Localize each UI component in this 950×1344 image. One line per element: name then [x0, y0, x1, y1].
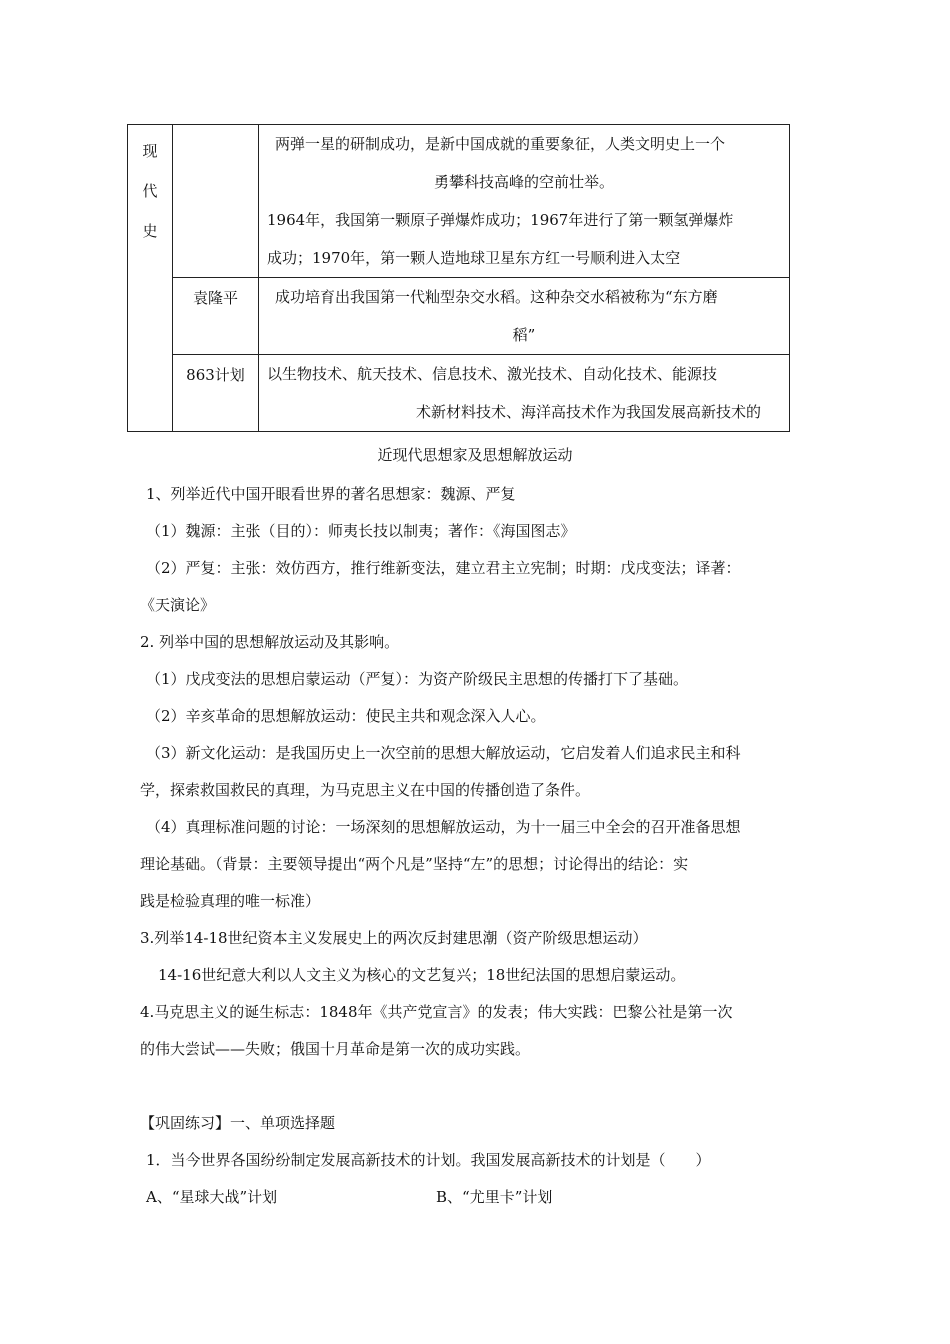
paragraph: 《天演论》: [140, 596, 216, 614]
table-line: 1964年，我国第一颗原子弹爆炸成功；1967年进行了第一颗氢弹爆炸: [267, 211, 734, 229]
era-cell: [128, 125, 173, 432]
table-row: [128, 355, 790, 432]
paragraph: （2）辛亥革命的思想解放运动：使民主共和观念深入人心。: [146, 707, 546, 725]
table-line: 成功；1970年，第一颗人造地球卫星东方红一号顺利进入太空: [267, 249, 681, 267]
paragraph: （2）严复：主张：效仿西方，推行维新变法，建立君主立宪制；时期：戊戌变法；译著：: [146, 559, 741, 577]
person-cell: [173, 125, 259, 278]
question: 1．当今世界各国纷纷制定发展高新技术的计划。我国发展高新技术的计划是（ ）: [146, 1151, 711, 1169]
history-table: [127, 124, 790, 432]
table-line: 稻”: [512, 326, 536, 344]
paragraph: 1、列举近代中国开眼看世界的著名思想家：魏源、严复: [146, 485, 516, 503]
paragraph: （4）真理标准问题的讨论：一场深刻的思想解放运动，为十一届三中全会的召开准备思想: [146, 818, 741, 836]
paragraph: （3）新文化运动：是我国历史上一次空前的思想大解放运动，它启发着人们追求民主和科: [146, 744, 741, 762]
era-char: 现: [142, 142, 158, 160]
section-title: 近现代思想家及思想解放运动: [377, 446, 573, 464]
achievement-cell: [259, 355, 790, 432]
table-line: 成功培育出我国第一代籼型杂交水稻。这种杂交水稻被称为“东方磨: [275, 288, 718, 306]
table-line: 以生物技术、航天技术、信息技术、激光技术、自动化技术、能源技: [267, 365, 718, 383]
paragraph: 的伟大尝试——失败；俄国十月革命是第一次的成功实践。: [140, 1040, 531, 1058]
table-line: 勇攀科技高峰的空前壮举。: [433, 173, 614, 191]
paragraph: 4.马克思主义的诞生标志：1848年《共产党宣言》的发表；伟大实践：巴黎公社是第一次: [140, 1003, 733, 1021]
table-line: 术新材料技术、海洋高技术作为我国发展高新技术的: [415, 403, 761, 421]
paragraph: 学，探索救国救民的真理，为马克思主义在中国的传播创造了条件。: [140, 781, 591, 799]
option-a[interactable]: A、“星球大战”计划: [146, 1188, 278, 1206]
paragraph: 14-16世纪意大利以人文主义为核心的文艺复兴；18世纪法国的思想启蒙运动。: [158, 966, 686, 984]
person-cell: 863计划: [173, 355, 259, 432]
table-row: [128, 278, 790, 355]
achievement-cell: [259, 278, 790, 355]
era-char: 史: [142, 222, 158, 240]
option-b[interactable]: B、“尤里卡”计划: [436, 1188, 553, 1206]
paragraph: 践是检验真理的唯一标准）: [140, 892, 321, 910]
practice-heading: 【巩固练习】一、单项选择题: [140, 1114, 336, 1132]
table-line: 两弹一星的研制成功，是新中国成就的重要象征，人类文明史上一个: [275, 135, 726, 153]
paragraph: 理论基础。（背景：主要领导提出“两个凡是”坚持“左”的思想；讨论得出的结论：实: [140, 855, 689, 873]
achievement-cell: [259, 125, 790, 278]
paragraph: 3.列举14-18世纪资本主义发展史上的两次反封建思潮（资产阶级思想运动）: [140, 929, 648, 947]
person-cell: 袁隆平: [173, 278, 259, 355]
paragraph: （1）魏源：主张（目的）：师夷长技以制夷；著作：《海国图志》: [146, 522, 576, 540]
paragraph: （1）戊戌变法的思想启蒙运动（严复）：为资产阶级民主思想的传播打下了基础。: [146, 670, 689, 688]
era-char: 代: [142, 182, 158, 200]
paragraph: 2. 列举中国的思想解放运动及其影响。: [140, 633, 400, 651]
document-body: [140, 476, 810, 1216]
answer-options: [146, 1179, 810, 1216]
table-row: [128, 125, 790, 278]
